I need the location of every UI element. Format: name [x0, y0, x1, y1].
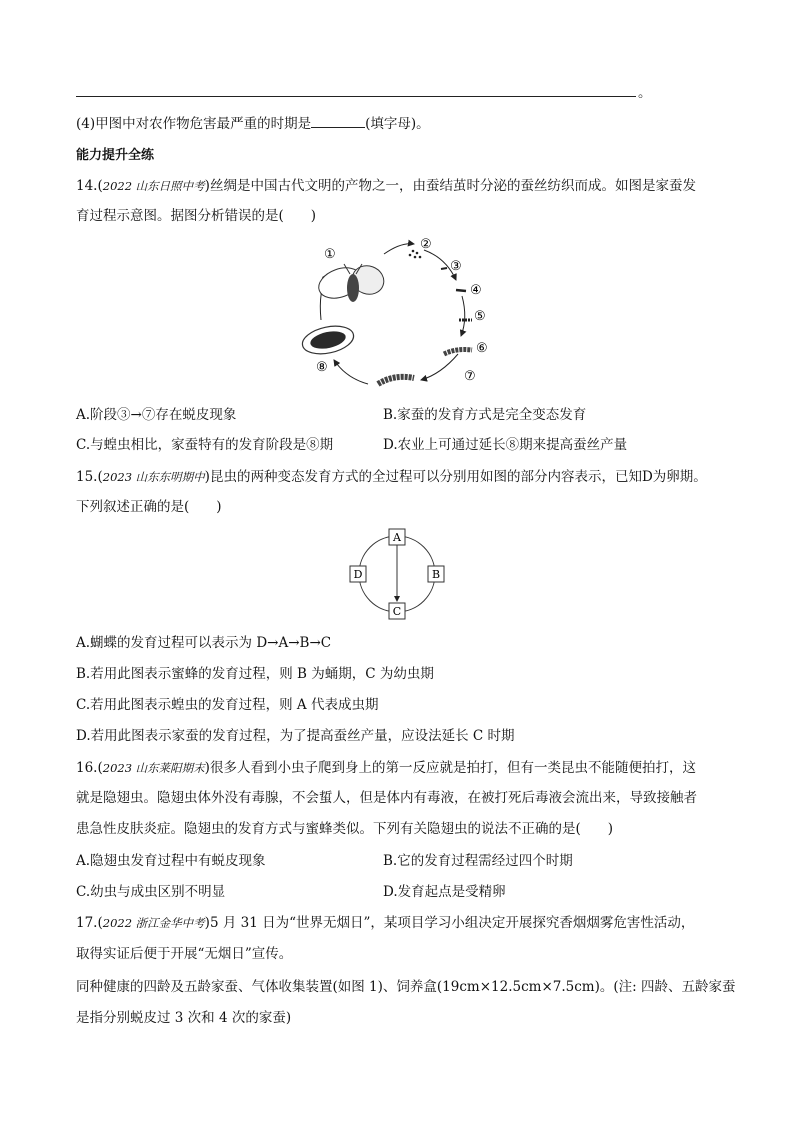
q14-option-d[interactable]: D.农业上可通过延长⑧期来提高蚕丝产量 [383, 437, 628, 453]
question-17-line2: 取得实证后便于开展“无烟日”宣传。 [76, 946, 293, 962]
q16-option-b[interactable]: B.它的发育过程需经过四个时期 [383, 853, 573, 869]
question-source: 2023 山东莱阳期末 [102, 761, 205, 775]
metamorphosis-cycle-diagram [340, 527, 456, 623]
question-14-line2: 育过程示意图。据图分析错误的是( ) [76, 208, 317, 224]
question-16-line1: 16.(2023 山东莱阳期末)很多人看到小虫子爬到身上的第一反应就是拍打，但有一类昆虫不能随便拍打，这 [76, 760, 696, 776]
question-17-line3: 同种健康的四龄及五龄家蚕、气体收集装置(如图 1)、饲养盒(19cm×12.5cm×7.5cm)。(注: 四龄、五龄家蚕 [76, 979, 736, 995]
box-d-label: D [353, 568, 363, 581]
question-15-line1: 15.(2023 山东东明期中)昆虫的两种变态发育方式的全过程可以分别用如图的部分内容表示，已知D为卵期。 [76, 469, 707, 485]
question-14-line1: 14.(2022 山东日照中考)丝绸是中国古代文明的产物之一，由蚕结茧时分泌的蚕丝纺织而成。如图是家蚕发 [76, 178, 696, 194]
larva-stage4-icon [456, 290, 466, 291]
question-16-line3: 患急性皮肤炎症。隐翅虫的发育方式与蜜蜂类似。下列有关隐翅虫的说法不正确的是( ) [76, 821, 614, 837]
question-17-line4: 是指分别蜕皮过 3 次和 4 次的家蚕) [76, 1010, 292, 1026]
q16-option-a[interactable]: A.隐翅虫发育过程中有蜕皮现象 [76, 853, 266, 869]
larva-stage3-icon [441, 268, 447, 269]
stage-label: ⑦ [464, 369, 476, 384]
answer-line [76, 96, 636, 97]
q16-option-d[interactable]: D.发育起点是受精卵 [383, 884, 506, 900]
box-a-label: A [393, 531, 401, 544]
question-4: (4)甲图中对农作物危害最严重的时期是 (填字母)。 [76, 116, 430, 132]
q14-option-a[interactable]: A.阶段③→⑦存在蜕皮现象 [76, 407, 237, 423]
q16-option-c[interactable]: C.幼虫与成虫区别不明显 [76, 884, 226, 900]
q15-option-b[interactable]: B.若用此图表示蜜蜂的发育过程，则 B 为蛹期，C 为幼虫期 [76, 666, 434, 682]
question-17-line1: 17.(2022 浙江金华中考)5 月 31 日为“世界无烟日”，某项目学习小组决定开展探究香烟烟雾危害性活动， [76, 915, 695, 931]
q14-option-c[interactable]: C.与蝗虫相比，家蚕特有的发育阶段是⑧期 [76, 437, 334, 453]
q15-option-d[interactable]: D.若用此图表示家蚕的发育过程，为了提高蚕丝产量，应设法延长 C 时期 [76, 728, 515, 744]
q15-option-c[interactable]: C.若用此图表示蝗虫的发育过程，则 A 代表成虫期 [76, 697, 379, 713]
question-source: 2022 山东日照中考 [102, 179, 205, 193]
box-c-label: C [392, 605, 402, 618]
stage-label: ③ [450, 259, 462, 274]
stage-label: ⑧ [316, 360, 328, 375]
cocoon-icon [300, 322, 356, 358]
answer-line-period: 。 [638, 85, 652, 101]
q14-option-b[interactable]: B.家蚕的发育方式是完全变态发育 [383, 407, 587, 423]
larva-stage7-icon [378, 377, 414, 384]
stage-label: ② [420, 237, 432, 252]
question-source: 2023 山东东明期中 [102, 470, 205, 484]
q15-option-a[interactable]: A.蝴蝶的发育过程可以表示为 D→A→B→C [76, 635, 332, 651]
stage-label: ⑥ [476, 341, 488, 356]
question-15-line2: 下列叙述正确的是( ) [76, 499, 222, 515]
stage-label: ⑤ [474, 309, 486, 324]
stage-label: ① [324, 247, 336, 262]
moth-icon [315, 261, 388, 303]
section-title: 能力提升全练 [76, 148, 155, 163]
silkworm-life-cycle-diagram [296, 228, 506, 398]
question-source: 2022 浙江金华中考 [102, 916, 205, 930]
fill-blank[interactable] [311, 115, 365, 128]
question-16-line2: 就是隐翅虫。隐翅虫体外没有毒腺，不会蜇人，但是体内有毒液，在被打死后毒液会流出来，导致接触者 [76, 790, 697, 806]
larva-stage6-icon [444, 350, 472, 355]
box-b-label: B [431, 568, 441, 581]
stage-label: ④ [470, 283, 482, 298]
